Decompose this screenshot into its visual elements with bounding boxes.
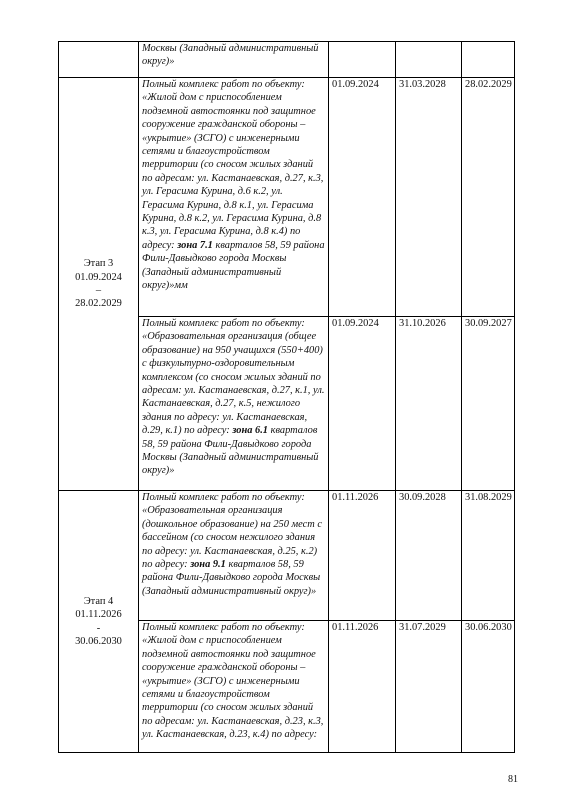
stage-start: 01.11.2026 [75,609,122,621]
description-cell [139,317,329,491]
end-date-cell: 31.03.2028 [396,78,462,317]
description-text: кварталов 58, 59 района Фили-Давыдково города Москвы (Западный административный округ)» [142,559,321,597]
stage-dash: – [95,285,102,296]
end-date-cell [396,42,462,78]
zone-label: зона 9.1 [190,559,226,571]
start-date-cell [329,42,396,78]
description-cell [139,78,329,317]
start-date-cell: 01.09.2024 [329,78,396,317]
description-cell [139,491,329,621]
stage-cell [59,491,139,753]
completion-date-cell: 31.08.2029 [462,491,515,621]
zone-label: зона 7.1 [177,239,213,251]
end-date-cell: 31.10.2026 [396,317,462,491]
description-cell [139,621,329,753]
start-date-cell: 01.11.2026 [329,621,396,753]
end-date-cell: 31.07.2029 [396,621,462,753]
description-text: кварталов 58, 59 района Фили-Давыдково города Москвы (Западный административный округ)» [142,425,319,477]
zone-label: зона 6.1 [232,425,269,437]
description-text: Полный комплекс работ по объекту: «Образовательная организация (общее образование) на 950 учащихся (550+400) с физкультурно-оздоровительным комплексом (со сносом жилых зданий по адресам: ул. Кастанаевская, д.27, к.1, ул. Кастанаевская, д.27, к.5, нежилого здания по адресу: ул. Кастанаевская, д.29, к.1) по адресу: [142,318,325,437]
stage-dash: - [96,622,101,634]
stage-cell [59,78,139,491]
completion-date-cell: 28.02.2029 [462,78,515,317]
table-row [59,42,515,78]
completion-date-cell: 30.06.2030 [462,621,515,753]
description-text: Полный комплекс работ по объекту: «Образовательная организация (дошкольное образование) на 250 мест с бассейном (со сносом нежилого здания по адресу: ул. Кастанаевская, д.25, к.2) по адресу: [142,492,322,571]
completion-date-cell [462,42,515,78]
page-number: 81 [508,774,518,785]
completion-date-cell: 30.09.2027 [462,317,515,491]
stage-end: 28.02.2029 [75,298,122,310]
stage-label: Этап 3 [83,258,114,270]
schedule-table [58,41,515,753]
table-row [59,491,515,621]
table-row [59,78,515,317]
description-text: Полный комплекс работ по объекту: «Жилой дом с приспособлением подземной автостоянки под защитное сооружение гражданской обороны – «укрытие» (ЗСГО) с инженерными сетями и благоустройством территории (со сносом жилых зданий по адресам: ул. Кастанаевская, д.23, к.3, ул. Кастанаевская, д.23, к.4) по адресу: [142,622,324,741]
description-text: кварталов 58, 59 района Фили-Давыдково города Москвы (Западный административный округ)»мм [142,239,325,292]
description-text: Полный комплекс работ по объекту: «Жилой дом с приспособлением подземной автостоянки под защитное сооружение гражданской обороны – «укрытие» (ЗСГО) с инженерными сетями и благоустройством территории (со сносом жилых зданий по адресам: ул. Кастанаевская, д.27, к.3, ул. Герасима Курина, д.6 к.2, ул. Герасима Курина, д.8 к.1, ул. Герасима Курина, д.8 к.2, ул. Герасима Курина, д.8 к.3, ул. Герасима Курина, д.8 к.4) по адресу: [142,79,324,251]
description-cell [139,42,329,78]
end-date-cell: 30.09.2028 [396,491,462,621]
description-text: Москвы (Западный административный округ)» [142,43,319,68]
stage-end: 30.06.2030 [75,635,122,647]
start-date-cell: 01.11.2026 [329,491,396,621]
stage-start: 01.09.2024 [75,271,122,283]
stage-cell [59,42,139,78]
start-date-cell: 01.09.2024 [329,317,396,491]
stage-label: Этап 4 [83,595,114,607]
